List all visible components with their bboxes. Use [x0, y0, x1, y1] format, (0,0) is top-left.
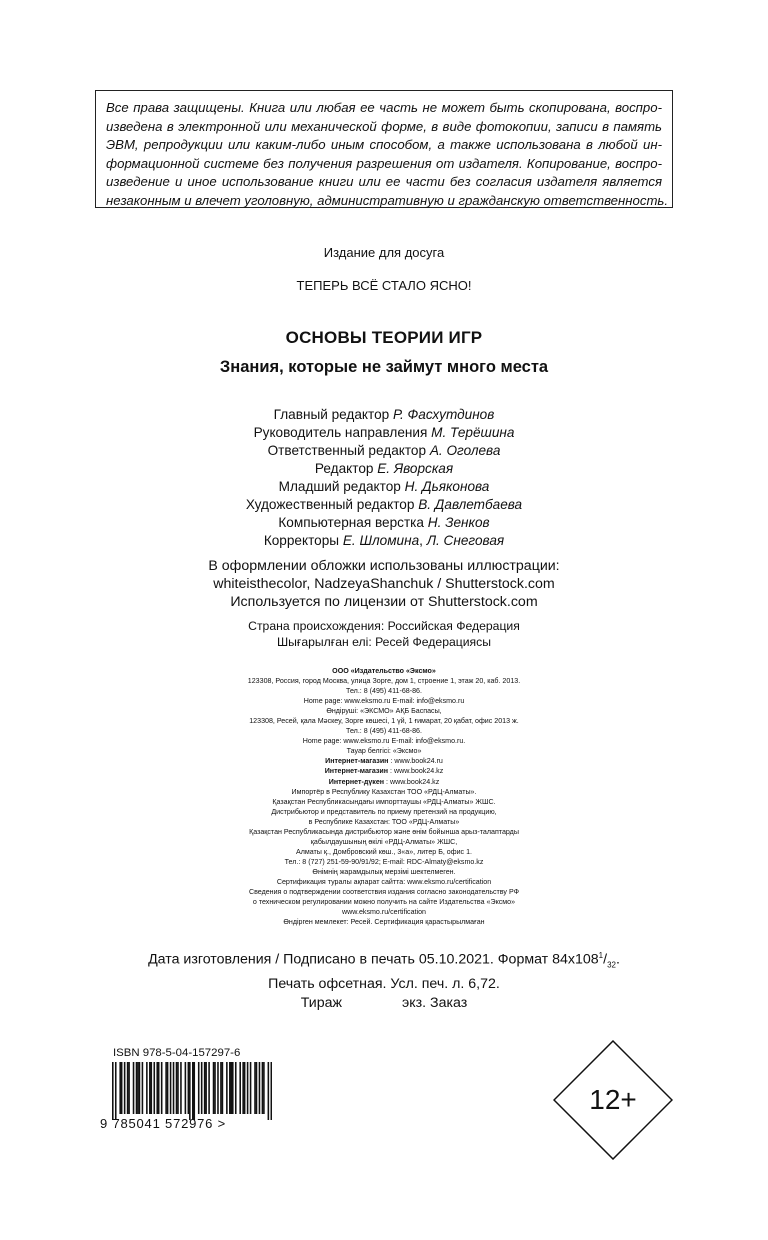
publisher-line-text: Home page: www.eksmo.ru E-mail: info@eksmo.ru: [303, 697, 465, 706]
credit-row: [0, 532, 768, 550]
barcode-bar: [136, 1062, 138, 1114]
publisher-line: [0, 857, 768, 867]
publisher-line-text: Қазақстан Республикасында дистрибьютор және өнім бойынша арыз-талаптарды: [249, 827, 519, 836]
barcode-bar: [229, 1062, 231, 1114]
publisher-line: [0, 837, 768, 847]
barcode-bar: [226, 1062, 228, 1114]
publisher-line: [0, 907, 768, 917]
copyright-line: Все права защищены. Книга или любая ее часть не может быть скопирована, воспро-: [106, 100, 662, 115]
publisher-line: [0, 686, 768, 696]
barcode-bar: [256, 1062, 258, 1114]
credit-row: [0, 478, 768, 496]
copyright-line: формационной системе без получения разрешения от издателя. Копирование, воспро-: [106, 155, 662, 171]
barcode-bar: [167, 1062, 169, 1114]
barcode-bar: [189, 1062, 191, 1120]
barcode-bar: [165, 1062, 167, 1114]
copyright-line: изведение и иное использование книги или ее части без согласия издателя является: [106, 174, 662, 190]
barcode-bar: [213, 1062, 215, 1114]
barcode-bar: [180, 1062, 182, 1114]
barcode-bar: [222, 1062, 224, 1114]
publisher-line: [0, 766, 768, 776]
publisher-line: [0, 887, 768, 897]
credit-name: Е. Шломина: [342, 533, 420, 548]
publisher-line-text: 123308, Ресей, қала Мәскеу, Зорге көшесі, 1 үй, 1 ғимарат, 20 қабат, офис 2013 ж.: [249, 717, 519, 726]
publisher-line-text: 123308, Россия, город Москва, улица Зорге, дом 1, строение 1, этаж 20, каб. 2013.: [247, 677, 521, 686]
publisher-line-text: : www.book24.ru: [388, 757, 443, 766]
barcode-bar: [127, 1062, 129, 1114]
credit-role: Младший редактор: [278, 479, 401, 494]
print-info: [0, 946, 768, 1013]
publisher-line: [0, 716, 768, 726]
credit-row: [0, 406, 768, 424]
barcode-bar: [220, 1062, 222, 1114]
barcode-bar: [268, 1062, 270, 1120]
publisher-line-text: Алматы қ., Домбровский көш., 3«а», литер Б, офис 1.: [296, 847, 472, 856]
barcode-bar: [128, 1062, 130, 1114]
barcode-bar: [115, 1062, 117, 1120]
print-line: Печать офсетная. Усл. печ. л. 6,72.: [268, 975, 500, 992]
print-run-label: Тираж: [300, 994, 343, 1011]
barcode-bar: [188, 1062, 190, 1114]
publisher-line: [0, 676, 768, 686]
barcode-bar: [137, 1062, 139, 1114]
publisher-line: [0, 736, 768, 746]
barcode-bar: [201, 1062, 203, 1114]
publisher-line-bold: Интернет-дүкен: [328, 777, 385, 786]
illustrations-line: whiteisthecolor, NadzeyaShanchuk / Shutterstock.com: [213, 576, 555, 592]
barcode-bar: [247, 1062, 249, 1114]
barcode-bar: [235, 1062, 237, 1114]
illustrations-line: Используется по лицензии от Shutterstock.com: [230, 594, 538, 610]
copyright-line: изведена в электронной или механической форме, в виде фотокопии, записи в память: [106, 118, 662, 134]
origin-line: Страна происхождения: Российская Федерация: [248, 619, 520, 633]
publisher-line: [0, 746, 768, 756]
publisher-info: [0, 666, 768, 927]
credit-name: Р. Фасхутдинов: [393, 407, 495, 422]
publisher-line-text: в Республике Казахстан: ТОО «РДЦ-Алматы»: [308, 817, 460, 826]
barcode-bar: [217, 1062, 219, 1114]
publisher-line: [0, 827, 768, 837]
credit-name: М. Терёшина: [431, 425, 515, 440]
barcode-digits: 9 785041 572976 >: [100, 1116, 227, 1131]
credit-row: [0, 496, 768, 514]
publisher-line: [0, 877, 768, 887]
print-line: [0, 994, 768, 1013]
barcode-bar: [153, 1062, 155, 1114]
barcode-bar: [205, 1062, 207, 1114]
publisher-line-text: Сертификация туралы ақпарат сайтта: www.eksmo.ru/certification: [276, 877, 492, 886]
barcode-bar: [170, 1062, 172, 1114]
publisher-line: [0, 897, 768, 907]
publisher-line: [0, 726, 768, 736]
barcode-bar: [192, 1062, 194, 1120]
print-line-end: .: [615, 951, 620, 968]
credit-role: Художественный редактор: [245, 497, 415, 512]
barcode-bar: [250, 1062, 252, 1114]
series-name: ТЕПЕРЬ ВСЁ СТАЛО ЯСНО!: [296, 278, 472, 293]
publisher-line: [0, 807, 768, 817]
credits-block: [0, 406, 768, 550]
barcode-bar: [231, 1062, 233, 1114]
credit-role: Редактор: [314, 461, 374, 476]
publisher-line-text: www.eksmo.ru/certification: [342, 908, 426, 917]
barcode-bar: [242, 1062, 244, 1114]
barcode-bar: [185, 1062, 187, 1114]
copyright-line: незаконным и влечет уголовную, административную и гражданскую ответственность.: [106, 192, 669, 208]
barcode-bar: [173, 1062, 175, 1114]
barcode-bar: [156, 1062, 158, 1114]
credit-role: Компьютерная верстка: [278, 515, 424, 530]
format-fraction-slash: /: [603, 951, 608, 968]
publisher-line-text: Қазақстан Республикасындағы импорттаушы «РДЦ-Алматы» ЖШС.: [272, 797, 496, 806]
copyright-notice: [95, 90, 673, 208]
barcode-bar: [146, 1062, 148, 1114]
barcode-bar: [244, 1062, 246, 1114]
barcode-bar: [121, 1062, 123, 1114]
edition-type: Издание для досуга: [323, 245, 445, 260]
book-title: ОСНОВЫ ТЕОРИИ ИГР: [285, 328, 483, 347]
barcode-bar: [198, 1062, 200, 1114]
publisher-line: [0, 867, 768, 877]
publisher-line-text: Тел.: 8 (495) 411-68-86.: [346, 727, 422, 736]
publisher-line-text: Тел.: 8 (727) 251-59-90/91/92; E-mail: RDC-Almaty@eksmo.kz: [284, 857, 484, 866]
publisher-line-text: Тауар белгісі: «Эксмо»: [346, 747, 422, 756]
origin-line: Шығарылған елі: Ресей Федерациясы: [276, 635, 491, 649]
credit-role: Главный редактор: [273, 407, 390, 422]
publisher-line: [0, 666, 768, 676]
credit-name: Н. Дьяконова: [404, 479, 490, 494]
barcode-bar: [149, 1062, 151, 1114]
isbn: ISBN 978-5-04-157297-6: [113, 1047, 241, 1059]
barcode-bar: [177, 1062, 179, 1114]
publisher-line-bold: Интернет-магазин: [324, 767, 389, 776]
publisher-line-text: : www.book24.kz: [388, 767, 444, 776]
illustrations-block: [0, 557, 768, 611]
publisher-line-bold: ООО «Издательство «Эксмо»: [332, 667, 436, 675]
credit-role: Ответственный редактор: [267, 443, 427, 458]
barcode-bar: [259, 1062, 261, 1114]
barcode-bar: [214, 1062, 216, 1114]
publisher-line: [0, 797, 768, 807]
credit-name: В. Давлетбаева: [418, 497, 523, 512]
credit-row: [0, 514, 768, 532]
barcode-bar: [142, 1062, 144, 1114]
copyright-line: ЭВМ, репродукции или каким-либо иным способом, а также использована в любой ин-: [106, 137, 662, 153]
credit-role: Руководитель направления: [253, 425, 428, 440]
barcode-bar: [232, 1062, 234, 1114]
publisher-line: [0, 847, 768, 857]
barcode-bar: [263, 1062, 265, 1114]
print-date-format: Дата изготовления / Подписано в печать 05.10.2021. Формат 84x108: [148, 951, 599, 968]
barcode-bar: [139, 1062, 141, 1114]
publisher-line-text: Дистрибьютор и представитель по приему претензий на продукцию,: [271, 807, 497, 816]
publisher-line: [0, 706, 768, 716]
publisher-line-text: Home page: www.eksmo.ru E-mail: info@eksmo.ru.: [302, 737, 466, 746]
credit-row: [0, 460, 768, 478]
barcode-bar: [112, 1062, 114, 1120]
credit-name: Н. Зенков: [427, 515, 490, 530]
order-label: экз. Заказ: [402, 994, 468, 1011]
barcode-bar: [254, 1062, 256, 1114]
credit-name: Е. Яворская: [377, 461, 454, 476]
barcode: [112, 1062, 272, 1120]
barcode-bar: [262, 1062, 264, 1114]
barcode-bar: [119, 1062, 121, 1114]
publisher-line-text: қабылдаушының өкілі «РДЦ-Алматы» ЖШС,: [310, 837, 458, 846]
credit-row: [0, 442, 768, 460]
format-fraction-numerator: 1: [598, 951, 604, 960]
credit-row: [0, 424, 768, 442]
barcode-bar: [193, 1062, 195, 1120]
publisher-line-text: о техническом регулировании можно получить на сайте Издательства «Эксмо»: [252, 898, 516, 907]
publisher-line: [0, 756, 768, 766]
publisher-line: [0, 817, 768, 827]
publisher-line-text: : www.book24.kz: [384, 777, 440, 786]
credit-name: Л. Снеговая: [426, 533, 505, 548]
publisher-line-text: Өндірген мемлекет: Ресей. Сертификация қарастырылмаған: [283, 918, 485, 927]
publisher-line: [0, 787, 768, 797]
barcode-bar: [124, 1062, 126, 1114]
publisher-line-text: Тел.: 8 (495) 411-68-86.: [346, 687, 422, 696]
barcode-bar: [176, 1062, 178, 1114]
publisher-line-text: Импортёр в Республику Казахстан ТОО «РДЦ-Алматы».: [291, 787, 477, 796]
format-fraction-denominator: 32: [607, 960, 616, 970]
barcode-bar: [158, 1062, 160, 1114]
illustrations-line: В оформлении обложки использованы иллюстрации:: [208, 558, 560, 574]
publisher-line: [0, 696, 768, 706]
publisher-line: [0, 777, 768, 787]
barcode-bar: [151, 1062, 153, 1114]
barcode-bar: [239, 1062, 241, 1114]
barcode-bar: [204, 1062, 206, 1114]
barcode-bar: [133, 1062, 135, 1114]
publisher-line-text: Өнімнің жарамдылық мерзімі шектелмеген.: [312, 867, 456, 876]
print-line: [0, 946, 768, 975]
credit-name: А. Оголева: [429, 443, 501, 458]
credit-role: Корректоры: [263, 533, 340, 548]
credit-separator: ,: [419, 533, 427, 548]
barcode-bar: [271, 1062, 272, 1120]
publisher-line-text: Өндіруші: «ЭКСМО» АҚБ Баспасы,: [326, 707, 442, 716]
publisher-line: [0, 917, 768, 927]
publisher-line-text: Сведения о подтверждении соответствия издания согласно законодательству РФ: [248, 888, 519, 897]
barcode-bar: [208, 1062, 210, 1114]
age-rating: 12+: [589, 1084, 637, 1115]
origin-block: [0, 618, 768, 650]
publisher-line-bold: Интернет-магазин: [325, 757, 389, 766]
book-subtitle: Знания, которые не займут много места: [219, 358, 549, 376]
barcode-bar: [161, 1062, 163, 1114]
